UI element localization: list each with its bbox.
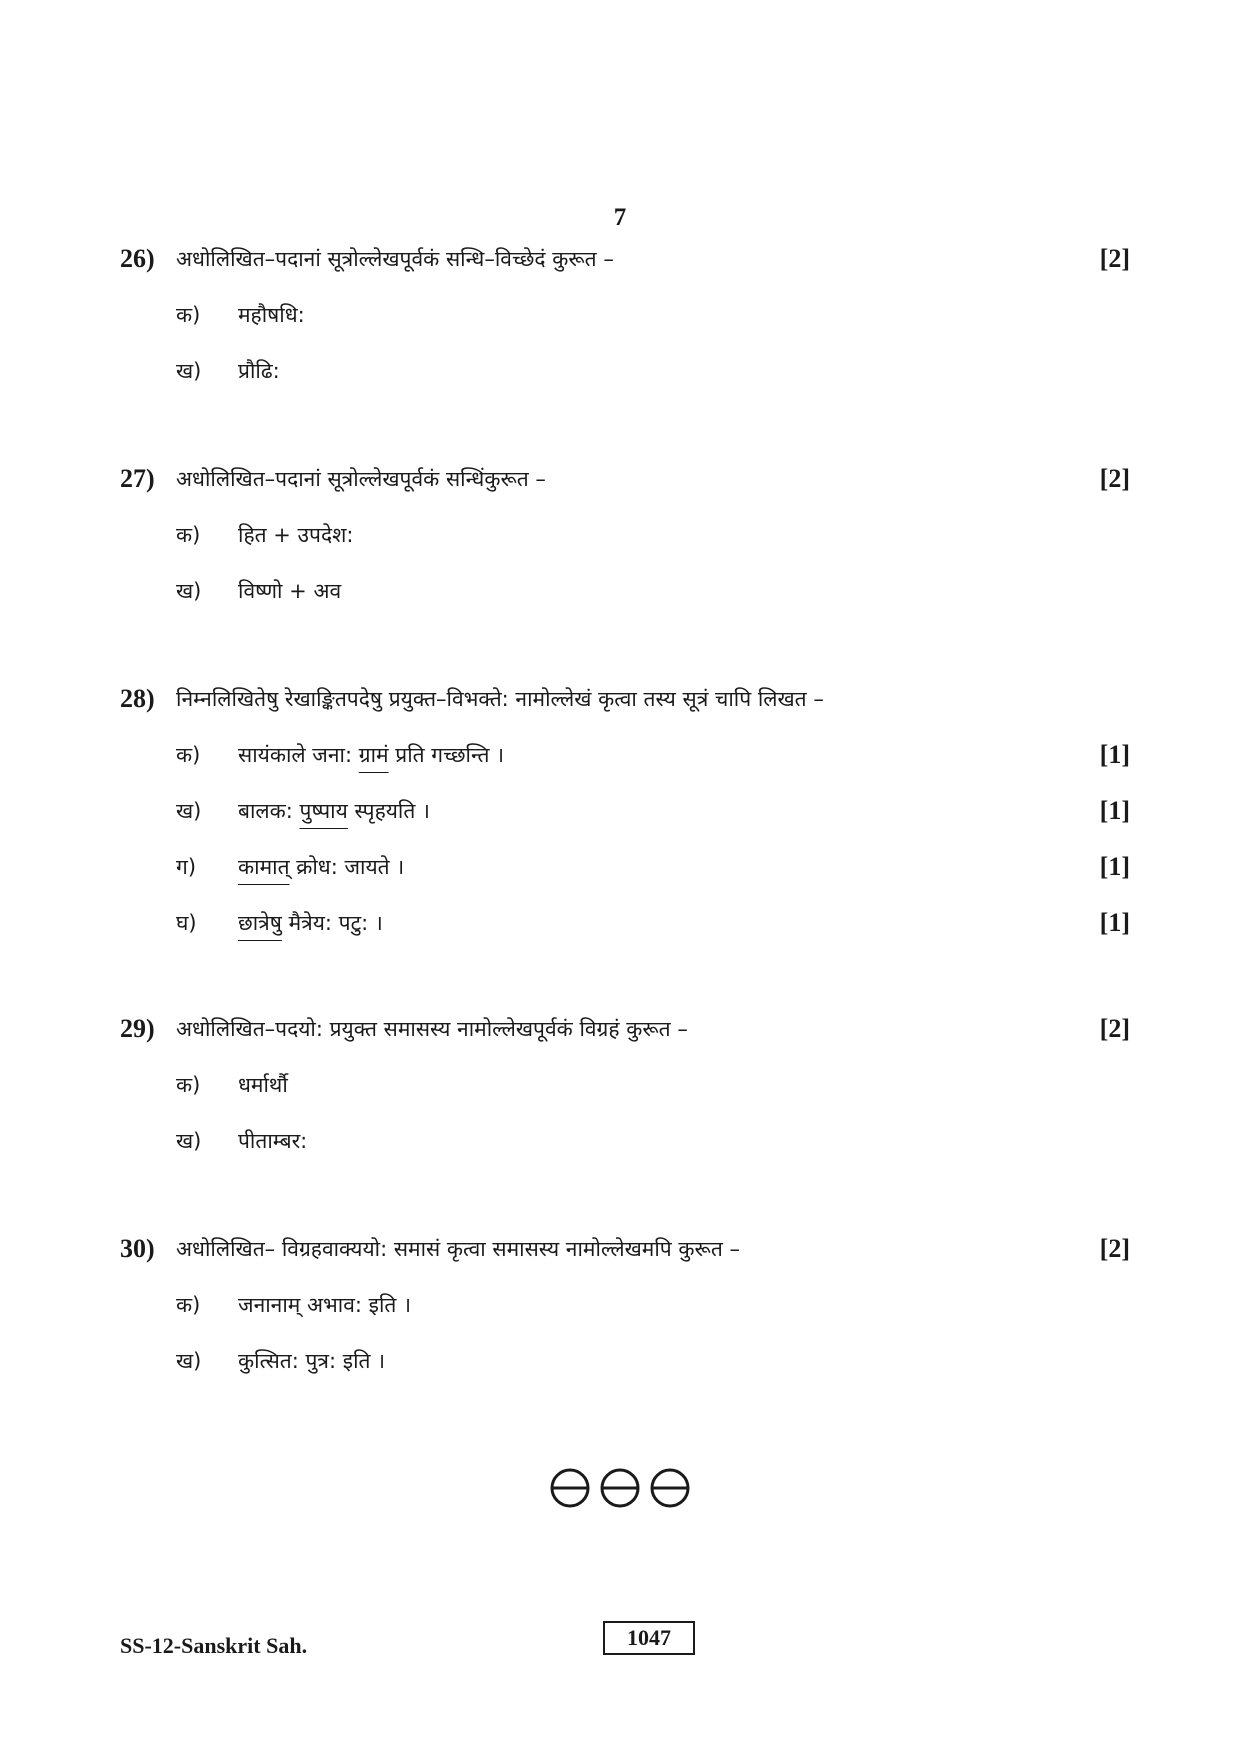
- list-item: [120, 1283, 1130, 1327]
- question-30: [120, 1227, 1130, 1383]
- question-number: 27): [120, 464, 155, 493]
- paper-number-box: 1047: [603, 1621, 695, 1655]
- item-label: ग): [176, 855, 197, 879]
- item-text-post: स्पृहयति ।: [347, 799, 430, 823]
- list-item: [120, 1063, 1130, 1107]
- item-label: क): [176, 1073, 201, 1097]
- list-item: [120, 733, 1130, 777]
- item-text: महौषधि:: [238, 303, 305, 327]
- item-text: धर्मार्थौ: [238, 1073, 288, 1097]
- marks: [2]: [1099, 244, 1130, 273]
- item-label: ख): [176, 1129, 202, 1153]
- list-item: [120, 901, 1130, 945]
- item-text: जनानाम् अभाव: इति ।: [238, 1293, 412, 1317]
- item-text: प्रौढि:: [238, 359, 280, 383]
- question-text: अधोलिखित–पदानां सूत्रोल्लेखपूर्वकं सन्धिंकुरूत –: [176, 467, 546, 491]
- underlined-word: कामात्: [238, 855, 290, 879]
- page-number: 7: [613, 204, 627, 231]
- underlined-word: पुष्पाय: [299, 799, 348, 823]
- item-text: [238, 733, 504, 777]
- list-item: [120, 845, 1130, 889]
- item-label: ख): [176, 579, 202, 603]
- item-text: विष्णो + अव: [238, 579, 342, 603]
- list-item: [120, 293, 1130, 337]
- question-number: 26): [120, 244, 155, 273]
- item-label: क): [176, 523, 201, 547]
- item-label: ख): [176, 359, 202, 383]
- paper-code: SS-12-Sanskrit Sah.: [120, 1633, 308, 1658]
- item-text: कुत्सित: पुत्र: इति ।: [238, 1349, 386, 1373]
- question-header: [120, 677, 1130, 721]
- item-label: ख): [176, 1349, 202, 1373]
- item-text: हित + उपदेश:: [238, 523, 354, 547]
- marks: [2]: [1099, 1014, 1130, 1043]
- marks: [1]: [1099, 740, 1130, 769]
- question-header: [120, 1007, 1130, 1051]
- list-item: [120, 789, 1130, 833]
- item-label: घ): [176, 911, 197, 935]
- item-text-post: मैत्रेय: पटु: ।: [281, 911, 383, 935]
- question-text: अधोलिखित–पदानां सूत्रोल्लेखपूर्वकं सन्धि–विच्छेदं कुरूत –: [176, 247, 614, 271]
- question-number: 29): [120, 1014, 155, 1043]
- end-of-paper-symbols: [0, 1466, 1240, 1510]
- marks: [2]: [1099, 1234, 1130, 1263]
- list-item: [120, 569, 1130, 613]
- item-label: क): [176, 743, 201, 767]
- item-text: पीताम्बर:: [238, 1129, 308, 1153]
- question-27: [120, 457, 1130, 613]
- item-text: [238, 789, 430, 833]
- list-item: [120, 349, 1130, 393]
- item-label: क): [176, 1293, 201, 1317]
- marks: [1]: [1099, 908, 1130, 937]
- question-header: [120, 237, 1130, 281]
- list-item: [120, 513, 1130, 557]
- item-label: ख): [176, 799, 202, 823]
- item-text-pre: बालक:: [238, 799, 300, 823]
- question-29: [120, 1007, 1130, 1163]
- marks: [1]: [1099, 852, 1130, 881]
- item-text-post: प्रति गच्छन्ति ।: [388, 743, 505, 767]
- question-text: अधोलिखित– विग्रहवाक्ययो: समासं कृत्वा समासस्य नामोल्लेखमपि कुरूत –: [176, 1237, 740, 1261]
- item-label: क): [176, 303, 201, 327]
- question-number: 30): [120, 1234, 155, 1263]
- end-symbol-icon: [545, 1466, 695, 1510]
- question-text: निम्नलिखितेषु रेखाङ्कितपदेषु प्रयुक्त–विभक्ते: नामोल्लेखं कृत्वा तस्य सूत्रं चापि लिखत –: [176, 687, 824, 711]
- question-header: [120, 457, 1130, 501]
- item-text-post: क्रोध: जायते ।: [289, 855, 405, 879]
- question-text: अधोलिखित–पदयो: प्रयुक्त समासस्य नामोल्लेखपूर्वकं विग्रहं कुरूत –: [176, 1017, 688, 1041]
- marks: [1]: [1099, 796, 1130, 825]
- item-text-pre: सायंकाले जना:: [238, 743, 359, 767]
- item-text: [238, 845, 404, 889]
- question-number: 28): [120, 684, 155, 713]
- item-text: [238, 901, 383, 945]
- list-item: [120, 1339, 1130, 1383]
- list-item: [120, 1119, 1130, 1163]
- underlined-word: छात्रेषु: [238, 911, 282, 935]
- question-header: [120, 1227, 1130, 1271]
- underlined-word: ग्रामं: [358, 743, 389, 767]
- question-28: [120, 677, 1130, 945]
- question-26: [120, 237, 1130, 393]
- marks: [2]: [1099, 464, 1130, 493]
